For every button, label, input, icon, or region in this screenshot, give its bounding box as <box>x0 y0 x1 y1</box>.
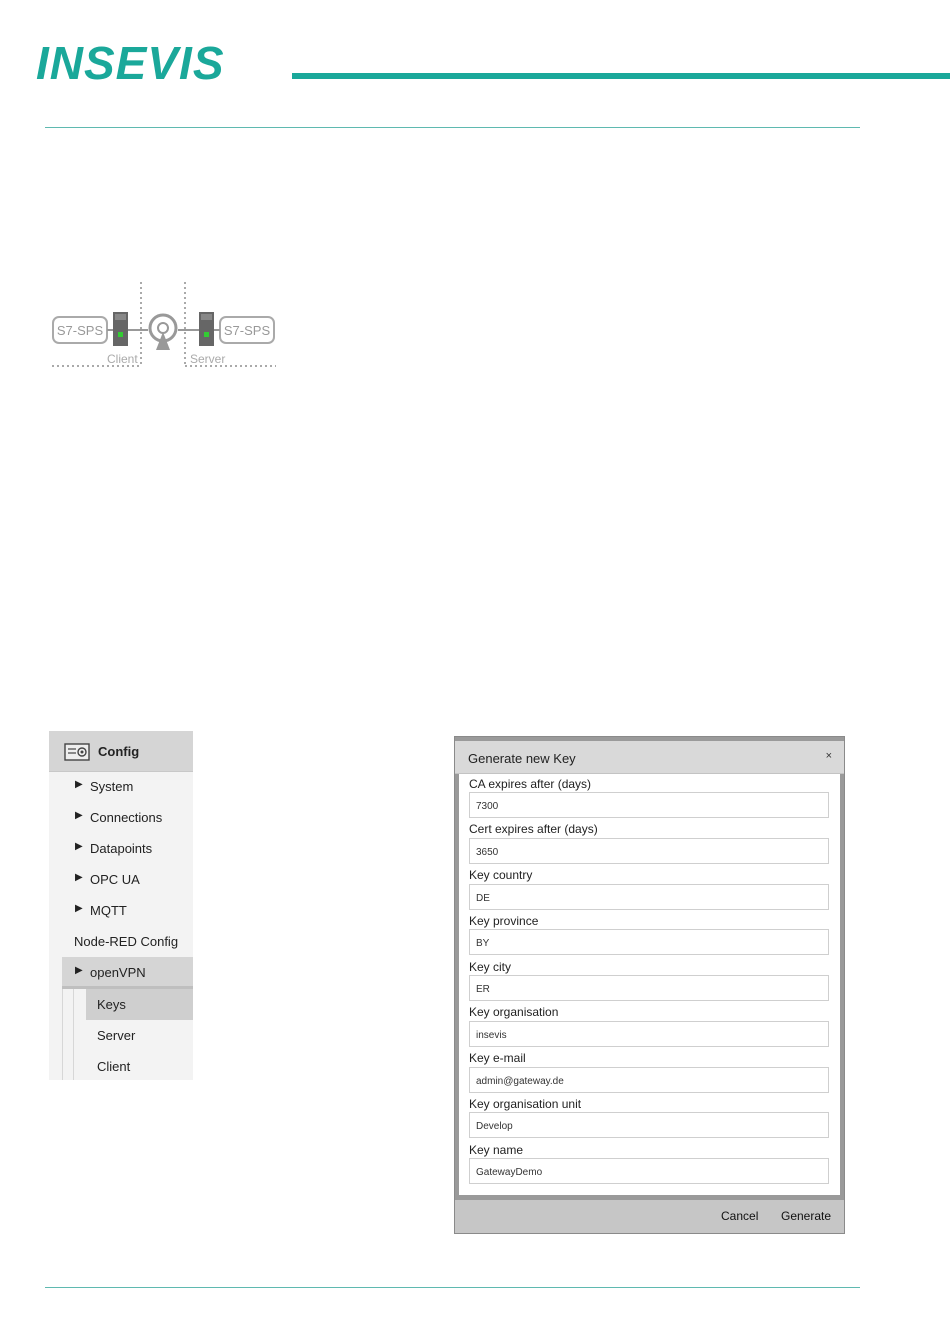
key-org-unit-label: Key organisation unit <box>469 1097 582 1111</box>
nav-subitem-client[interactable] <box>86 1051 193 1082</box>
client-gateway-icon <box>113 312 128 346</box>
nav-item-label: Connections <box>90 810 163 825</box>
nav-item-opc-ua[interactable] <box>49 864 193 895</box>
ca-expires-label: CA expires after (days) <box>469 777 592 791</box>
right-plc-label: S7-SPS <box>223 323 271 338</box>
config-icon <box>64 743 90 761</box>
key-city-input[interactable]: ER <box>469 975 829 1001</box>
key-country-input[interactable]: DE <box>469 884 829 910</box>
tree-guide-line <box>62 989 63 1080</box>
key-name-input[interactable]: GatewayDemo <box>469 1158 829 1184</box>
nav-item-connections[interactable] <box>49 802 193 833</box>
dialog-form <box>459 774 840 1195</box>
generate-key-dialog <box>454 736 845 1234</box>
nav-item-datapoints[interactable] <box>49 833 193 864</box>
key-city-label: Key city <box>469 960 512 974</box>
nav-subitem-label: Client <box>97 1059 131 1074</box>
nav-subitem-label: Server <box>97 1028 136 1043</box>
left-plc-label: S7-SPS <box>56 323 104 338</box>
config-nav-tree <box>49 731 193 1080</box>
header-accent-bar <box>292 73 950 79</box>
nav-item-system[interactable] <box>49 771 193 802</box>
key-email-label: Key e-mail <box>469 1051 526 1065</box>
insevis-logo <box>36 37 225 89</box>
dialog-title: Generate new Key <box>468 751 576 766</box>
nav-subitem-server[interactable] <box>86 1020 193 1051</box>
ca-expires-input[interactable]: 7300 <box>469 792 829 818</box>
expand-arrow-icon: ▶ <box>75 903 83 914</box>
nav-item-label: MQTT <box>90 903 127 918</box>
nav-subitem-keys[interactable] <box>86 989 193 1020</box>
config-header[interactable] <box>49 731 193 772</box>
top-divider <box>45 127 860 128</box>
expand-arrow-icon: ▶ <box>75 965 83 976</box>
nav-subitem-label: Keys <box>97 997 126 1012</box>
nav-item-label: System <box>90 779 134 794</box>
nav-item-label: Datapoints <box>90 841 153 856</box>
server-label: Server <box>190 352 226 366</box>
bottom-divider <box>45 1287 860 1288</box>
cert-expires-input[interactable]: 3650 <box>469 838 829 864</box>
key-email-input[interactable]: admin@gateway.de <box>469 1067 829 1093</box>
client-label: Client <box>107 352 138 366</box>
nav-item-label: Node-RED Config <box>74 934 179 949</box>
generate-button[interactable]: Generate <box>781 1209 832 1223</box>
dialog-footer <box>455 1200 844 1233</box>
nav-item-node-red-config[interactable] <box>49 926 193 957</box>
logo-text: INSEVIS <box>36 37 225 89</box>
cancel-button[interactable]: Cancel <box>721 1209 759 1223</box>
tree-guide-line <box>73 989 74 1080</box>
config-label: Config <box>98 744 140 759</box>
expand-arrow-icon: ▶ <box>75 841 83 852</box>
key-organisation-label: Key organisation <box>469 1005 559 1019</box>
expand-arrow-icon: ▶ <box>75 779 83 790</box>
dialog-titlebar <box>455 741 844 774</box>
expand-arrow-icon: ▶ <box>75 810 83 821</box>
nav-item-openvpn[interactable] <box>62 957 193 989</box>
cert-expires-label: Cert expires after (days) <box>469 822 598 836</box>
server-gateway-icon <box>199 312 214 346</box>
antenna-icon <box>150 315 176 350</box>
key-org-unit-input[interactable]: Develop <box>469 1112 829 1138</box>
nav-item-mqtt[interactable] <box>49 895 193 926</box>
nav-item-label: openVPN <box>90 965 146 980</box>
close-icon[interactable]: × <box>825 750 832 762</box>
nav-item-label: OPC UA <box>90 872 140 887</box>
key-province-label: Key province <box>469 914 539 928</box>
key-country-label: Key country <box>469 868 533 882</box>
key-province-input[interactable]: BY <box>469 929 829 955</box>
key-organisation-input[interactable]: insevis <box>469 1021 829 1047</box>
vpn-diagram <box>48 280 280 375</box>
key-name-label: Key name <box>469 1143 524 1157</box>
expand-arrow-icon: ▶ <box>75 872 83 883</box>
